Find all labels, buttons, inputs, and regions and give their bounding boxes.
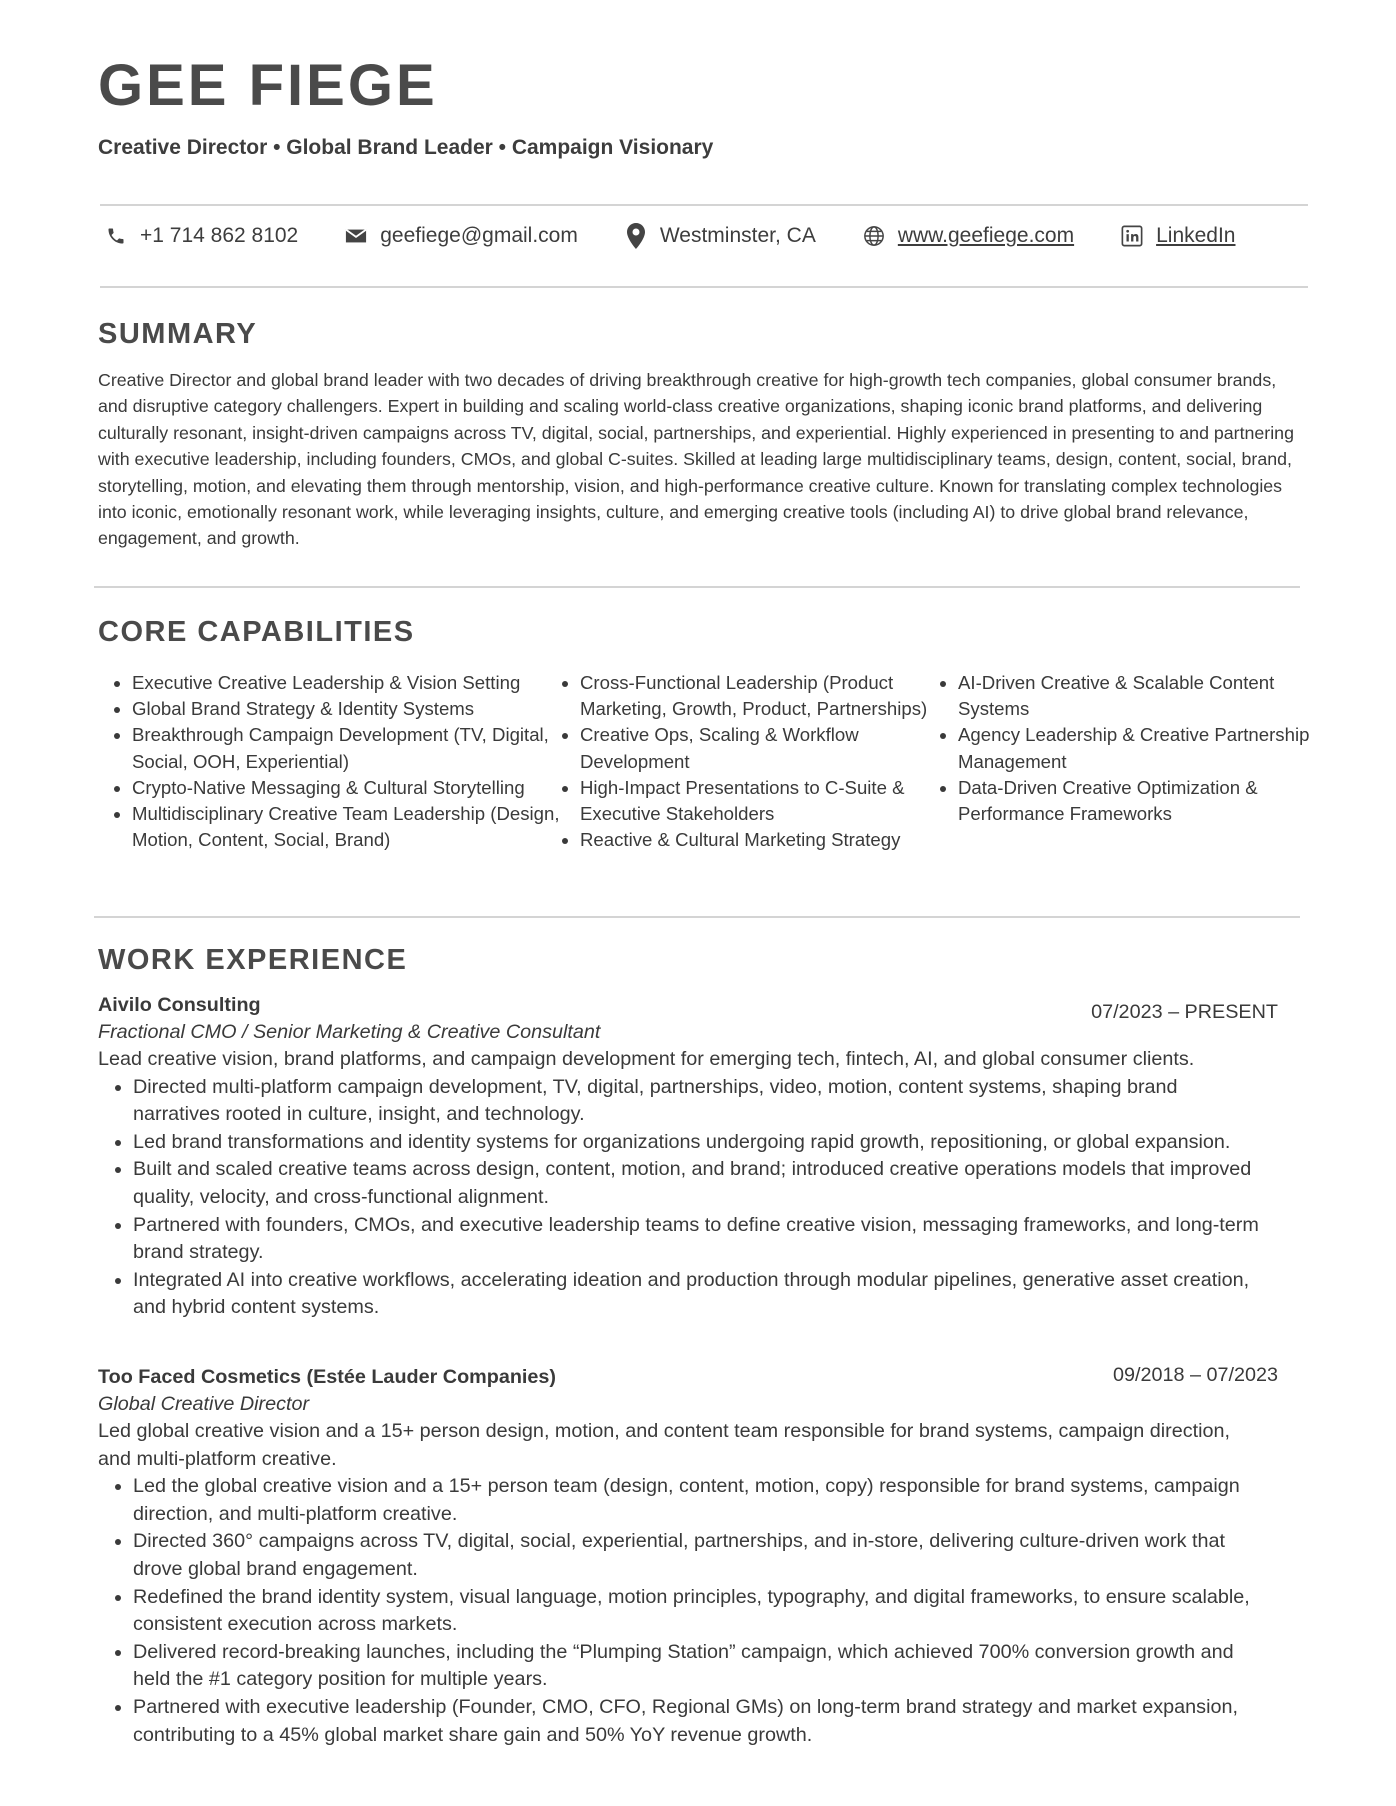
envelope-icon (344, 224, 368, 248)
job-title: Fractional CMO / Senior Marketing & Creative Consultant (98, 1021, 601, 1043)
list-item: • Reactive & Cultural Marketing Strategy (580, 827, 958, 853)
job-description: Lead creative vision, brand platforms, and campaign development for emerging tech, fintech, AI, and global consumer clients. (98, 1048, 1195, 1070)
job-dates: 09/2018 – 07/2023 (1112, 1364, 1278, 1386)
contact-bar (104, 224, 1306, 248)
candidate-tagline: Creative Director • Global Brand Leader • Campaign Visionary (98, 136, 714, 159)
website-link[interactable]: www.geefiege.com (897, 224, 1075, 247)
capabilities-column-3 (924, 670, 1328, 827)
location-text: Westminster, CA (659, 224, 816, 247)
summary-text: Creative Director and global brand leader with two decades of driving breakthrough creative for high-growth tech companies, global consumer brands, and disruptive category challengers. Expert in building and scaling world-class creative organizations, shaping iconic brand platforms, and delivering culturally resonant, insight-driven campaigns across TV, digital, social, partnerships, and experiential. Highly experienced in presenting to and partnering with executive leadership, including founders, CMOs, and global C-suites. Skilled at leading large multidisciplinary teams, design, content, social, brand, storytelling, motion, and elevating them through mentorship, vision, and high-performance creative culture. Known for translating complex technologies into iconic, emotionally resonant work, while leveraging insights, culture, and emerging creative tools (including AI) to drive global brand relevance, engagement, and growth. (98, 370, 1294, 549)
list-item: • Global Brand Strategy & Identity Systems (132, 696, 562, 722)
divider (100, 204, 1308, 206)
capabilities-column-1 (98, 670, 562, 853)
summary-heading: SUMMARY (98, 318, 258, 350)
job-entry (98, 1364, 1278, 1749)
experience-heading: WORK EXPERIENCE (98, 944, 408, 976)
list-item: • Integrated AI into creative workflows, accelerating ideation and production through modular pipelines, generative asset creation, and hybrid content systems. (133, 1267, 1263, 1322)
map-pin-icon (624, 224, 648, 248)
job-bullets (98, 1074, 1278, 1322)
list-item: • High-Impact Presentations to C-Suite & Executive Stakeholders (580, 775, 958, 827)
capabilities-heading: CORE CAPABILITIES (98, 616, 415, 648)
list-item: • Built and scaled creative teams across design, content, motion, and brand; introduced creative operations models that improved quality, velocity, and cross-functional alignment. (133, 1156, 1263, 1211)
list-item: • Agency Leadership & Creative Partnership Management (958, 722, 1328, 774)
job-bullets (98, 1473, 1278, 1749)
list-item: • Directed multi-platform campaign development, TV, digital, partnerships, video, motion, content systems, shaping brand narratives rooted in culture, insight, and technology. (133, 1074, 1263, 1129)
list-item: • Led the global creative vision and a 15+ person team (design, content, motion, copy) responsible for brand systems, campaign direction, and multi-platform creative. (133, 1473, 1263, 1528)
phone-number: +1 714 862 8102 (140, 224, 299, 247)
linkedin-icon (1120, 224, 1144, 248)
candidate-name: GEE FIEGE (98, 53, 438, 118)
divider (100, 286, 1308, 288)
list-item: • Breakthrough Campaign Development (TV, Digital, Social, OOH, Experiential) (132, 722, 562, 774)
contact-email[interactable] (344, 224, 578, 248)
divider (94, 586, 1300, 588)
email-address[interactable]: geefiege@gmail.com (380, 224, 578, 247)
list-item: • Multidisciplinary Creative Team Leadership (Design, Motion, Content, Social, Brand) (132, 801, 562, 853)
list-item: • Led brand transformations and identity systems for organizations undergoing rapid growth, repositioning, or global expansion. (133, 1129, 1263, 1157)
contact-website[interactable] (862, 224, 1074, 248)
list-item: • Redefined the brand identity system, visual language, motion principles, typography, and digital frameworks, to ensure scalable, consistent execution across markets. (133, 1584, 1263, 1639)
job-entry (98, 992, 1278, 1322)
contact-phone (104, 224, 298, 248)
list-item: • Crypto-Native Messaging & Cultural Storytelling (132, 775, 562, 801)
globe-icon (862, 224, 886, 248)
list-item: • Data-Driven Creative Optimization & Performance Frameworks (958, 775, 1328, 827)
contact-location (624, 224, 816, 248)
list-item: • Creative Ops, Scaling & Workflow Development (580, 722, 958, 774)
phone-icon (104, 224, 128, 248)
divider (94, 916, 1300, 918)
linkedin-link[interactable]: LinkedIn (1156, 224, 1236, 247)
list-item: • Cross-Functional Leadership (Product Marketing, Growth, Product, Partnerships) (580, 670, 958, 722)
list-item: • Delivered record-breaking launches, including the “Plumping Station” campaign, which achieved 700% conversion growth and held the #1 category position for multiple years. (133, 1639, 1263, 1694)
list-item: • Partnered with founders, CMOs, and executive leadership teams to define creative vision, messaging frameworks, and long-term brand strategy. (133, 1212, 1263, 1267)
list-item: • Executive Creative Leadership & Vision Setting (132, 670, 562, 696)
capabilities-column-2 (546, 670, 958, 853)
job-title: Global Creative Director (98, 1393, 310, 1415)
job-dates: 07/2023 – PRESENT (1091, 1001, 1278, 1023)
job-company: Too Faced Cosmetics (Estée Lauder Companies) (98, 1366, 557, 1388)
list-item: • AI-Driven Creative & Scalable Content Systems (958, 670, 1328, 722)
list-item: • Directed 360° campaigns across TV, digital, social, experiential, partnerships, and in-store, delivering culture-driven work that drove global brand engagement. (133, 1528, 1263, 1583)
job-company: Aivilo Consulting (98, 994, 261, 1016)
job-description: Led global creative vision and a 15+ person design, motion, and content team responsible for brand systems, campaign direction, and multi-platform creative. (98, 1420, 1231, 1470)
contact-linkedin[interactable] (1120, 224, 1235, 248)
list-item: • Partnered with executive leadership (Founder, CMO, CFO, Regional GMs) on long-term brand strategy and market expansion, contributing to a 45% global market share gain and 50% YoY revenue growth. (133, 1694, 1263, 1749)
